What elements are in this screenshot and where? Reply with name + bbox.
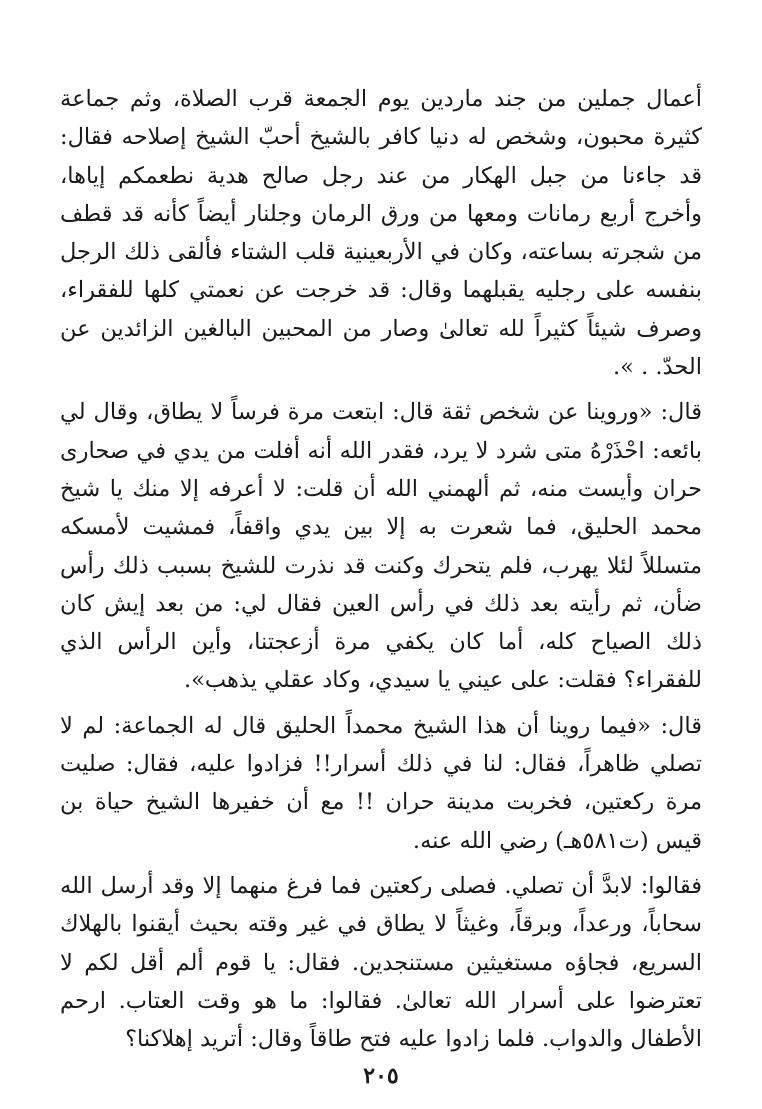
body-text (60, 80, 702, 1065)
paragraph-1: أعمال جملين من جند ماردين يوم الجمعة قرب الصلاة، وثم جماعة كثيرة محبون، وشخص له دنيا كافر بالشيخ أحبّ الشيخ إصلاحه فقال: قد جاءنا من جبل الهكار من عند رجل صالح هدية نطعمكم إياها، وأخرج أربع رمانات ومعها من ورق الرمان وجلنار أيضاً كأنه قد قطف من شجرته بساعته، وكان في الأربعينية قلب الشتاء فألقى ذلك الرجل بنفسه على رجليه يقبلهما وقال: قد خرجت عن نعمتي كلها للفقراء، وصرف شيئاً كثيراً لله تعالىٰ وصار من المحبين البالغين الزائدين عن الحدّ. . ». (60, 86, 702, 381)
paragraph-2: قال: «وروينا عن شخص ثقة قال: ابتعت مرة فرساً لا يطاق، وقال لي بائعه: احْذَرْهُ متى شرد لا يرد، فقدر الله أنه أفلت من يدي في صحارى حران وأيست منه، ثم ألهمني الله أن قلت: لا أعرفه إلا منك يا شيخ محمد الحليق، فما شعرت به إلا بين يدي واقفاً، فمشيت لأمسكه متسللاً لئلا يهرب، فلم يتحرك وكنت قد نذرت للشيخ بسبب ذلك رأس ضأن، ثم رأيته بعد ذلك في رأس العين فقال لي: من بعد إيش كان ذلك الصياح كله، أما كان يكفي مرة أزعجتنا، وأين الرأس الذي للفقراء؟ فقلت: على عيني يا سيدي، وكاد عقلي يذهب». (60, 399, 702, 694)
paragraph-3: قال: «فيما روينا أن هذا الشيخ محمداً الحليق قال له الجماعة: لم لا تصلي ظاهراً، فقال: لنا في ذلك أسرار!! فزادوا عليه، فقال: صليت مرة ركعتين، فخربت مدينة حران !! مع أن خفيرها الشيخ حياة بن قيس (ت٥٨١هـ) رضي الله عنه. (60, 712, 702, 854)
page-number: ٢٠٥ (363, 1063, 399, 1089)
paragraph-4: فقالوا: لابدَّ أن تصلي. فصلى ركعتين فما فرغ منهما إلا وقد أرسل الله سحاباً، ورعداً، وبرقاً، وغيثاً لا يطاق في غير وقته بحيث أيقنوا بالهلاك السريع، فجاؤه مستغيثين مستنجدين. فقال: يا قوم ألم أقل لكم لا تعترضوا على أسرار الله تعالىٰ. فقالوا: ما هو وقت العتاب. ارحم الأطفال والدواب. فلما زادوا عليه فتح طاقاً وقال: أتريد إهلاكنا؟ (60, 872, 702, 1053)
